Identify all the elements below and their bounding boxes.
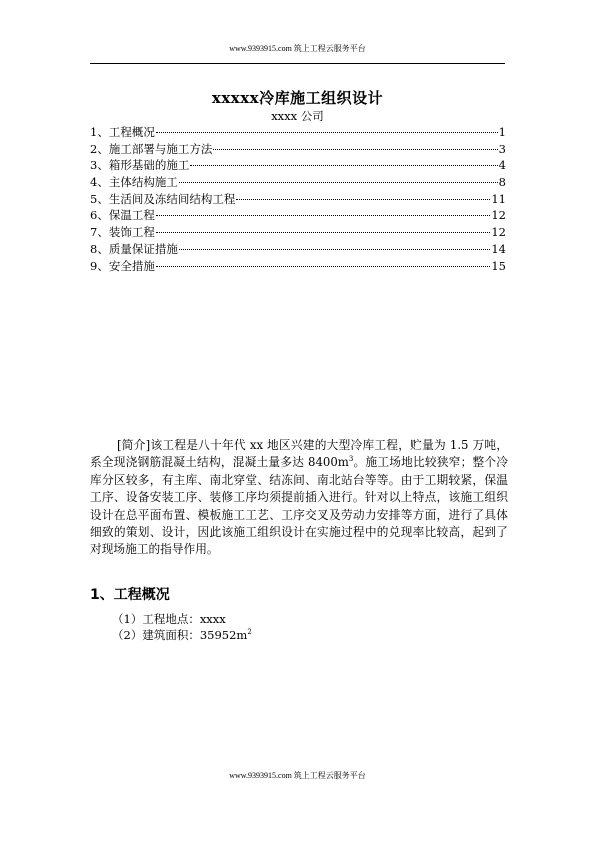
toc-label: 装饰工程 [108,225,155,240]
intro-paragraph [90,437,508,559]
toc-number: 4、 [90,175,109,190]
toc-page-number: 8 [498,175,506,190]
document-title: xxxxx冷库施工组织设计 [211,89,384,107]
toc-leader-dots [179,171,498,183]
toc-label: 安全措施 [108,258,155,273]
toc-page-number: 15 [491,258,506,273]
toc-leader-dots [236,188,490,200]
toc-leader-dots [179,238,491,250]
table-of-contents [90,124,506,274]
toc-number: 8、 [90,241,109,256]
toc-number: 6、 [90,208,109,223]
toc-number: 9、 [90,258,109,273]
toc-leader-dots [156,255,491,267]
toc-page-number: 4 [498,158,506,173]
toc-label: 保温工程 [108,208,155,223]
toc-number: 3、 [90,158,109,173]
intro-text-after: 。施工场地比较狭窄；整个冷库分区较多，有主库、南北穿堂、结冻间、南北站台等等。由于工期较紧，保温工序、设备安装工序、装修工序均须提前插入进行。针对以上特点，该施工组织设计在总平面布置、模板施工工艺、工序交叉及劳动力安排等方面，进行了具体细致的策划、设计，因此该施工组织设计在实施过程中的兑现率比较高，起到了对现场施工的指导作用。 [90,455,508,557]
toc-page-number: 12 [491,208,506,223]
company-name: xxxx 公司 [271,109,324,123]
project-location: （1）工程地点：xxxx [112,612,226,626]
toc-page-number: 11 [491,191,506,206]
building-area [112,627,252,643]
toc-number: 1、 [90,125,109,139]
toc-leader-dots [190,154,497,166]
toc-leader-dots [156,121,498,133]
toc-label: 工程概况 [108,125,155,139]
toc-label: 箱形基础的施工 [108,158,190,173]
section-heading: 1、工程概况 [90,587,170,603]
toc-label: 质量保证措施 [108,241,178,256]
page-footer: www.9393915.com 筑上工程云服务平台 [229,771,366,780]
toc-entry[interactable] [90,258,506,275]
toc-label: 施工部署与施工方法 [108,141,213,156]
toc-page-number: 1 [498,125,506,139]
toc-page-number: 14 [491,241,506,256]
toc-number: 2、 [90,141,109,156]
toc-page-number: 3 [498,141,506,156]
toc-leader-dots [156,221,491,233]
building-area-text: （2）建筑面积：35952m [112,628,248,642]
toc-leader-dots [156,204,491,216]
building-area-superscript: 2 [247,628,252,637]
toc-page-number: 12 [491,225,506,240]
toc-leader-dots [213,138,497,150]
toc-number: 7、 [90,225,109,240]
intro-superscript: 3 [348,455,354,464]
intro-text-before: [简介]该工程是八十年代 xx 地区兴建的大型冷库工程，贮量为 1.5 万吨，系全现浇钢筋混凝土结构，混凝土量多达 8400m [90,438,509,470]
toc-label: 主体结构施工 [108,175,178,190]
page-header: www.9393915.com 筑上工程云服务平台 [229,44,366,53]
toc-label: 生活间及冻结间结构工程 [108,191,236,206]
header-divider [90,63,505,64]
toc-number: 5、 [90,191,109,206]
